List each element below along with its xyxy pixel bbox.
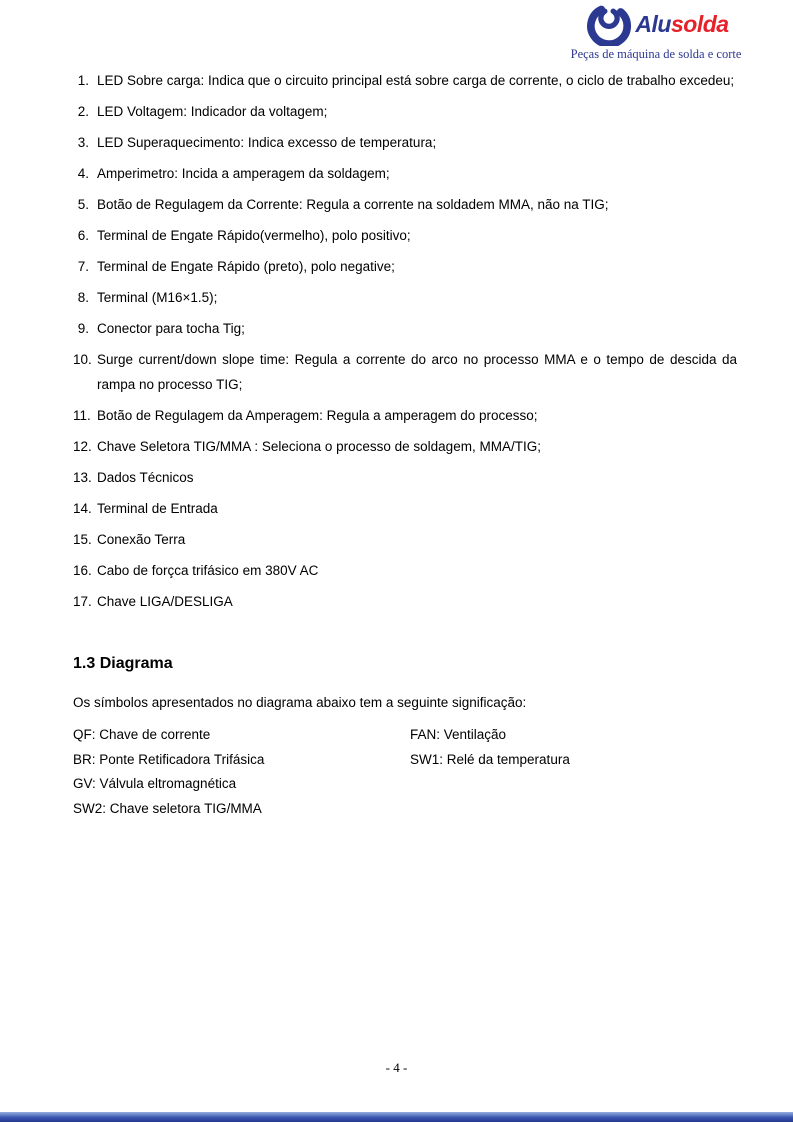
list-item-number: 6. (77, 228, 89, 243)
list-item-text: Terminal (M16×1.5); (97, 290, 218, 305)
list-item-text: Terminal de Engate Rápido (preto), polo negative; (97, 259, 395, 274)
list-item-number: 13. (73, 470, 92, 485)
list-item-text: Chave LIGA/DESLIGA (97, 594, 233, 609)
definition-item: GV: Válvula eltromagnética (73, 776, 237, 791)
logo-tagline: Peças de máquina de solda e corte (570, 47, 742, 61)
list-item (73, 68, 737, 93)
list-item (73, 496, 737, 521)
logo-word-solda: solda (670, 11, 729, 37)
definitions-right-column (410, 723, 737, 821)
list-item-number: 8. (77, 290, 89, 305)
list-item (73, 434, 737, 459)
logo-row (583, 2, 728, 46)
list-item (73, 347, 737, 397)
list-item-text: Terminal de Entrada (97, 501, 218, 516)
list-item-text: Botão de Regulagem da Corrente: Regula a corrente na soldadem MMA, não na TIG; (97, 197, 609, 212)
definition-item: SW2: Chave seletora TIG/MMA (73, 800, 262, 816)
list-item (73, 254, 737, 279)
definitions-left-column (73, 723, 410, 821)
swoosh-crescent-icon (583, 2, 635, 46)
list-item-number: 1. (77, 73, 89, 88)
list-item (73, 558, 737, 583)
list-item (73, 285, 737, 310)
list-item-number: 7. (77, 259, 89, 274)
list-item-text: Chave Seletora TIG/MMA : Seleciona o processo de soldagem, MMA/TIG; (97, 439, 541, 454)
definition-item: FAN: Ventilação (410, 727, 507, 742)
logo-word-alu: Alu (635, 11, 671, 37)
list-item-line1: Surge current/down slope time: Regula a corrente do arco no processo MMA e o tempo de descida da (97, 352, 737, 367)
list-item-text: Terminal de Engate Rápido(vermelho), polo positivo; (97, 228, 411, 243)
list-item-text: LED Superaquecimento: Indica excesso de temperatura; (97, 135, 437, 150)
list-item-number: 9. (77, 321, 89, 336)
list-item-number: 14. (73, 501, 92, 516)
definition-item: QF: Chave de corrente (73, 727, 211, 742)
section-heading: 1.3 Diagrama (73, 655, 173, 672)
list-item (73, 99, 737, 124)
list-item (73, 161, 737, 186)
list-item-number: 15. (73, 532, 92, 547)
list-item-text: Conexão Terra (97, 532, 186, 547)
definition-item: SW1: Relé da temperatura (410, 751, 570, 767)
definition-item: BR: Ponte Retificadora Trifásica (73, 751, 265, 767)
list-item-text: LED Voltagem: Indicador da voltagem; (97, 104, 328, 119)
list-item-text: Botão de Regulagem da Amperagem: Regula a amperagem do processo; (97, 408, 538, 423)
list-item-number: 16. (73, 563, 92, 578)
logo-wordmark (635, 2, 728, 46)
symbol-definitions (73, 723, 737, 821)
list-item (73, 589, 737, 614)
list-item-text: Dados Técnicos (97, 470, 194, 485)
list-item-text: Amperimetro: Incida a amperagem da soldagem; (97, 166, 390, 181)
list-item-text: Cabo de forçca trifásico em 380V AC (97, 563, 319, 578)
list-item-number: 10. (73, 352, 92, 367)
list-item (73, 316, 737, 341)
list-item-number: 4. (77, 166, 89, 181)
list-item-number: 3. (77, 135, 89, 150)
list-item-number: 5. (77, 197, 89, 212)
list-item-number: 11. (73, 408, 91, 423)
list-item-line2: rampa no processo TIG; (97, 377, 243, 392)
section-intro: Os símbolos apresentados no diagrama abaixo tem a seguinte significação: (73, 695, 527, 710)
list-item-text: LED Sobre carga: Indica que o circuito principal está sobre carga de corrente, o ciclo de trabalho excedeu; (97, 73, 735, 88)
list-item-number: 17. (73, 594, 92, 609)
list-item-number: 2. (77, 104, 89, 119)
bottom-decorative-bar (0, 1112, 793, 1122)
alusolda-logo (572, 2, 740, 61)
page-number: - 4 - (385, 1060, 408, 1075)
list-item-text: Conector para tocha Tig; (97, 321, 245, 336)
list-item (73, 465, 737, 490)
list-item (73, 403, 737, 428)
list-item (73, 223, 737, 248)
page-content (73, 68, 737, 821)
list-item (73, 527, 737, 552)
list-item-number: 12. (73, 439, 92, 454)
list-item-text (97, 347, 737, 397)
list-item (73, 130, 737, 155)
list-item (73, 192, 737, 217)
